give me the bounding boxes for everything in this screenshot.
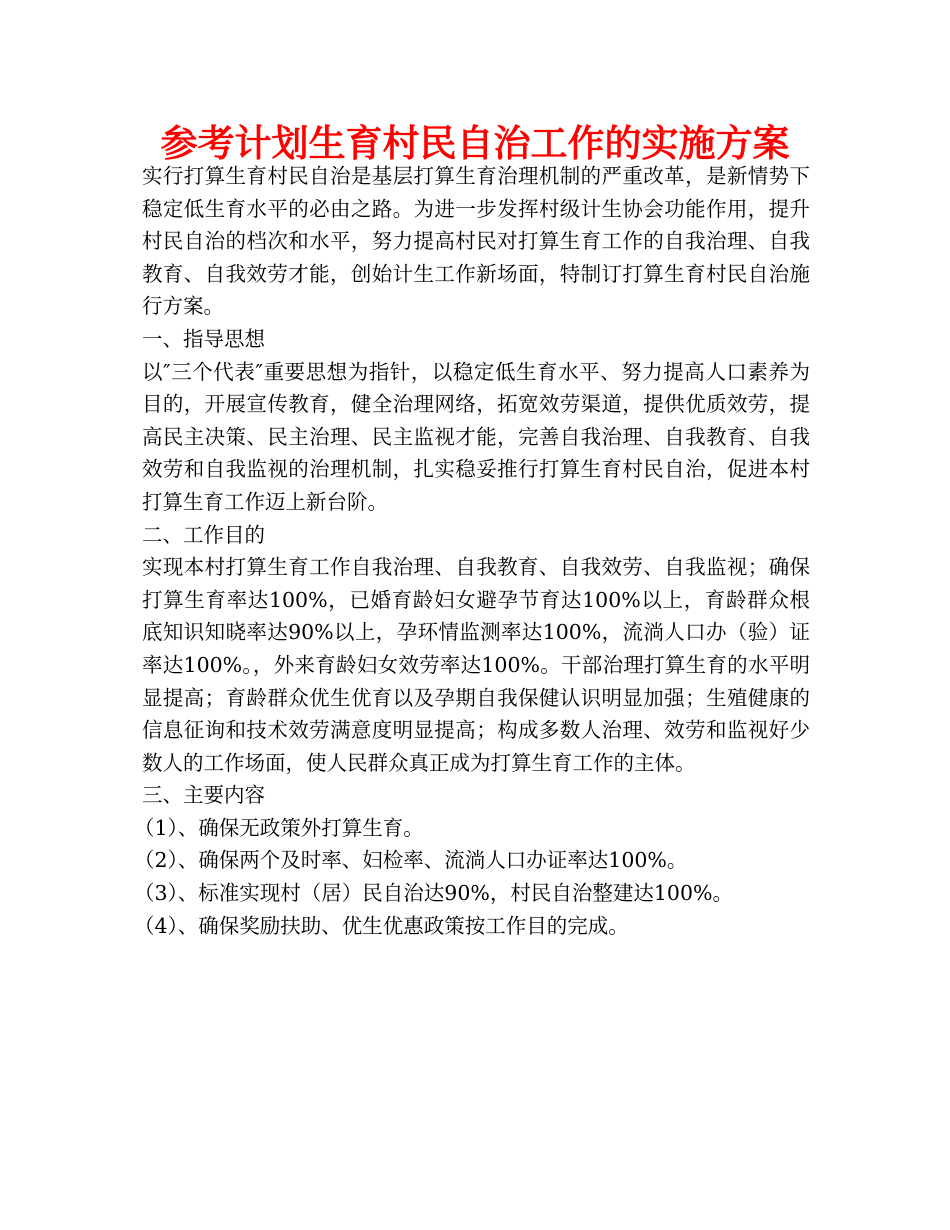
section-heading-guiding-ideology: 一、指导思想: [142, 326, 265, 351]
section-heading-main-content: 三、主要内容: [142, 783, 265, 808]
list-item: （4）、确保奖励扶助、优生优惠政策按工作目的完成。: [134, 913, 629, 938]
document-title: 参考计划生育村民自治工作的实施方案: [160, 122, 790, 165]
list-item: （3）、标准实现村（居）民自治达90%，村民自治整建达100%。: [134, 881, 733, 906]
list-item: （2）、确保两个及时率、妇检率、流淌人口办证率达100%。: [134, 848, 688, 873]
section-heading-work-goals: 二、工作目的: [142, 522, 265, 547]
document-body: [134, 160, 810, 942]
section-text-guiding-ideology: 以″三个代表″重要思想为指针，以稳定低生育水平、努力提高人口素养为目的，开展宣传教育，健全治理网络，拓宽效劳渠道，提供优质效劳，提高民主决策、民主治理、民主监视才能，完善自我治理、自我教育、自我效劳和自我监视的治理机制，扎实稳妥推行打算生育村民自治，促进本村打算生育工作迈上新台阶。: [142, 359, 810, 514]
intro-paragraph: 实行打算生育村民自治是基层打算生育治理机制的严重改革，是新情势下稳定低生育水平的必由之路。为进一步发挥村级计生协会功能作用，提升村民自治的档次和水平，努力提高村民对打算生育工作的自我治理、自我教育、自我效劳才能，创始计生工作新场面，特制订打算生育村民自治施行方案。: [142, 164, 810, 319]
section-text-work-goals: 实现本村打算生育工作自我治理、自我教育、自我效劳、自我监视；确保打算生育率达100%，已婚育龄妇女避孕节育达100%以上，育龄群众根底知识知晓率达90%以上，孕环情监测率达100%，流淌人口办（验）证率达100%。，外来育龄妇女效劳率达100%。干部治理打算生育的水平明显提高；育龄群众优生优育以及孕期自我保健认识明显加强；生殖健康的信息征询和技术效劳满意度明显提高；构成多数人治理、效劳和监视好少数人的工作场面，使人民群众真正成为打算生育工作的主体。: [142, 555, 810, 775]
list-item: （1）、确保无政策外打算生育。: [134, 815, 424, 840]
